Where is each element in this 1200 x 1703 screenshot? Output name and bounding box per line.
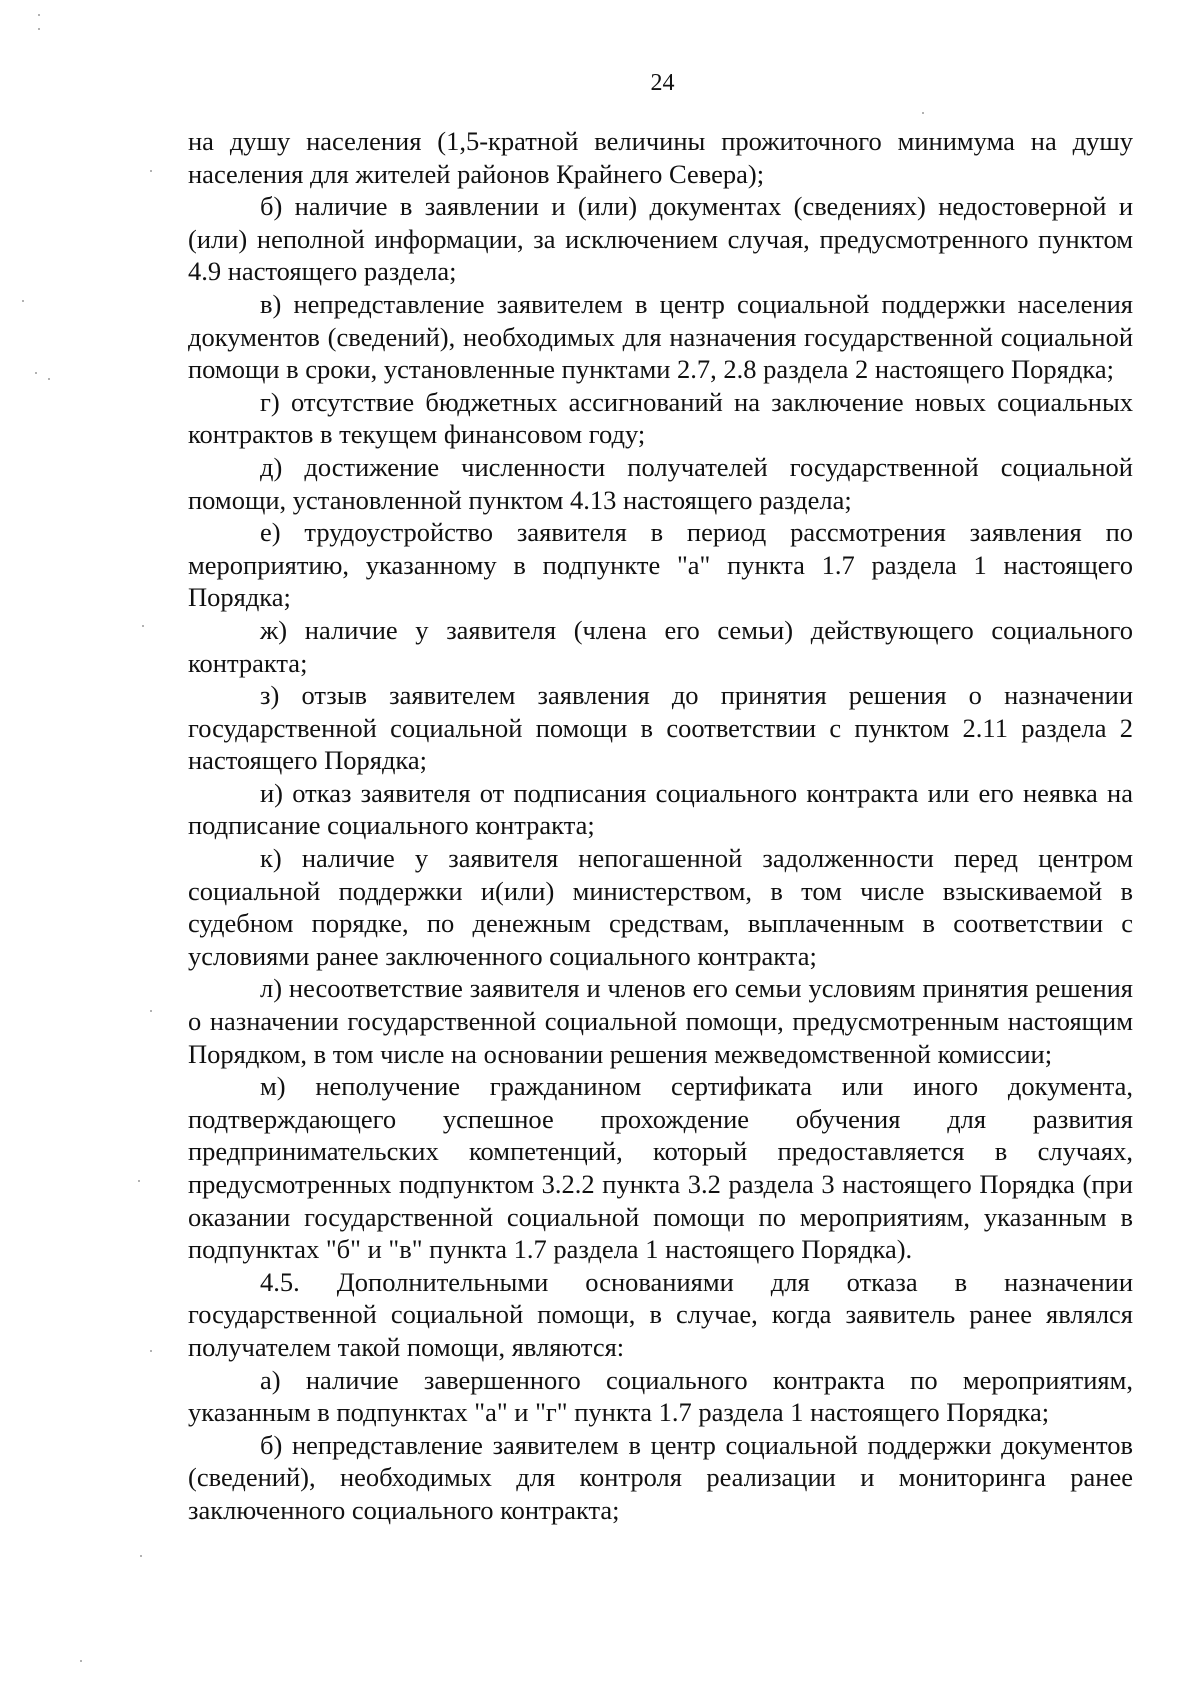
scan-speck xyxy=(138,1180,140,1182)
scan-speck xyxy=(38,14,40,16)
paragraph-item-i: и) отказ заявителя от подписания социального контракта или его неявка на подписание социального контракта; xyxy=(188,777,1133,841)
paragraph-continuation: на душу населения (1,5-кратной величины прожиточного минимума на душу населения для жителей районов Крайнего Севера); xyxy=(188,126,1133,189)
scan-speck xyxy=(922,112,924,114)
paragraph-item-e: е) трудоустройство заявителя в период рассмотрения заявления по мероприятию, указанному в подпункте "а" пункта 1.7 раздела 1 настоящего Порядка; xyxy=(188,517,1133,613)
paragraph-item-g: г) отсутствие бюджетных ассигнований на заключение новых социальных контрактов в текущем финансовом году; xyxy=(188,386,1133,450)
paragraph-item-a: а) наличие завершенного социального контракта по мероприятиям, указанным в подпунктах "а" и "г" пункта 1.7 раздела 1 настоящего Порядка; xyxy=(188,1364,1133,1428)
paragraph-item-d: д) достижение численности получателей государственной социальной помощи, установленной пунктом 4.13 настоящего раздела; xyxy=(188,451,1133,515)
paragraph-item-l: л) несоответствие заявителя и членов его семьи условиям принятия решения о назначении государственной социальной помощи, предусмотренным настоящим Порядком, в том числе на основании решения межведомственной комиссии; xyxy=(188,973,1133,1069)
scan-speck xyxy=(38,28,40,30)
scan-speck xyxy=(150,1010,152,1012)
paragraph-item-v: в) непредставление заявителем в центр социальной поддержки населения документов (сведений), необходимых для назначения государственной социальной помощи в сроки, установленные пунктами 2.7, 2.8 раздела 2 настоящего Порядка; xyxy=(188,288,1133,385)
paragraph-item-zh: ж) наличие у заявителя (члена его семьи) действующего социального контракта; xyxy=(188,614,1133,678)
scan-speck xyxy=(140,1555,142,1557)
paragraph-item-m: м) неполучение гражданином сертификата или иного документа, подтверждающего успешное прохождение обучения для развития предпринимательских компетенций, который предоставляется в случаях, предусмотренных подпунктом 3.2.2 пункта 3.2 раздела 3 настоящего Порядка (при оказании государственной социальной помощи по мероприятиям, указанным в подпунктах "б" и "в" пункта 1.7 раздела 1 настоящего Порядка). xyxy=(188,1071,1133,1265)
paragraph-item-b-2: б) непредставление заявителем в центр социальной поддержки документов (сведений), необходимых для контроля реализации и мониторинга ранее заключенного социального контракта; xyxy=(188,1429,1133,1525)
document-body xyxy=(188,125,1133,1527)
scan-speck xyxy=(80,1660,82,1662)
paragraph-section-4-5: 4.5. Дополнительными основаниями для отказа в назначении государственной социальной помощи, в случае, когда заявитель ранее являлся получателем такой помощи, являются: xyxy=(188,1266,1133,1362)
scan-speck xyxy=(150,170,152,172)
paragraph-item-b: б) наличие в заявлении и (или) документах (сведениях) недостоверной и (или) неполной информации, за исключением случая, предусмотренного пунктом 4.9 настоящего раздела; xyxy=(188,191,1133,287)
page-number: 24 xyxy=(650,70,675,96)
scan-speck xyxy=(142,625,144,627)
paragraph-item-z: з) отзыв заявителем заявления до принятия решения о назначении государственной социальной помощи в соответствии с пунктом 2.11 раздела 2 настоящего Порядка; xyxy=(188,680,1133,776)
paragraph-item-k: к) наличие у заявителя непогашенной задолженности перед центром социальной поддержки и(или) министерством, в том числе взыскиваемой в судебном порядке, по денежным средствам, выплаченным в соответствии с условиями ранее заключенного социального контракта; xyxy=(188,843,1133,971)
scan-speck xyxy=(150,1350,152,1352)
scan-speck xyxy=(35,372,37,374)
scan-speck xyxy=(22,300,24,302)
scan-speck xyxy=(48,378,50,380)
